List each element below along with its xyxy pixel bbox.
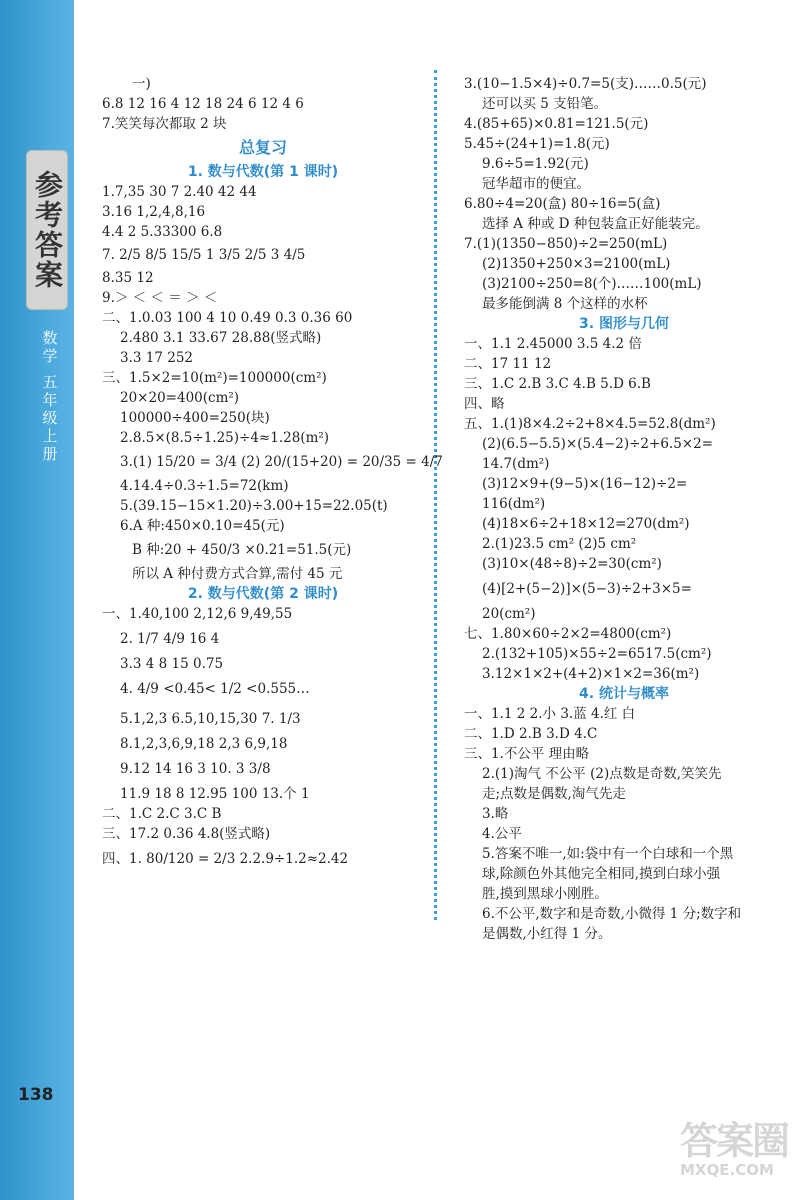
- answer-line: 胜,摸到黑球小刚胜。: [482, 886, 608, 902]
- answer-key-title: 参考答案: [31, 170, 64, 290]
- answer-line: 一): [132, 76, 151, 92]
- answer-line: 最多能倒满 8 个这样的水杯: [482, 296, 648, 312]
- answer-line: 9.＞ ＜ ＜ ＝ ＞ ＜: [102, 290, 218, 306]
- column-divider: [434, 70, 437, 920]
- answer-line: 2.480 3.1 33.67 28.88(竖式略): [120, 330, 322, 346]
- answer-line: 5.答案不唯一,如:袋中有一个白球和一个黑: [482, 846, 734, 862]
- answer-line: 4.公平: [482, 826, 522, 842]
- answer-line: 7.(1)(1350−850)÷2=250(mL): [464, 236, 668, 252]
- subsection-heading: 1. 数与代数(第 1 课时): [187, 164, 339, 180]
- answer-line: 2.8.5×(8.5÷1.25)÷4≈1.28(m²): [120, 430, 330, 446]
- answer-line: (2)(6.5−5.5)×(5.4−2)÷2+6.5×2=: [482, 436, 714, 452]
- answer-line: 七、1.80×60÷2×2=4800(cm²): [464, 626, 672, 642]
- answer-line: 6.8 12 16 4 12 18 24 6 12 4 6: [102, 96, 304, 112]
- answer-line: (4)18×6÷2+18×12=270(dm²): [482, 516, 690, 532]
- answer-line: (4)[2+(5−2)]×(5−3)÷2+3×5=: [482, 581, 692, 597]
- answer-line: 4.4 2 5.33300 6.8: [102, 224, 223, 240]
- page-number: 138: [18, 1085, 54, 1105]
- subsection-heading: 4. 统计与概率: [579, 686, 669, 702]
- answer-line: 6.不公平,数字和是奇数,小微得 1 分;数字和: [482, 906, 742, 922]
- answer-line: 8.35 12: [102, 270, 154, 286]
- answer-line: 3.(10−1.5×4)÷0.7=5(支)……0.5(元): [464, 76, 707, 92]
- answer-line: (3)10×(48÷8)÷2=30(cm²): [482, 556, 662, 572]
- section-heading: 总复习: [238, 138, 287, 157]
- answer-line: 二、1.D 2.B 3.D 4.C: [464, 726, 598, 742]
- answer-line: (3)2100÷250=8(个)……100(mL): [482, 276, 702, 292]
- answer-line: 三、1.C 2.B 3.C 4.B 5.D 6.B: [464, 376, 651, 392]
- answer-line: 冠华超市的便宜。: [482, 176, 590, 192]
- answer-line: 是偶数,小红得 1 分。: [482, 926, 612, 942]
- answer-line: 6.80÷4=20(盒) 80÷16=5(盒): [464, 196, 661, 212]
- answer-line: 3.(1) 15/20 = 3/4 (2) 20/(15+20) = 20/35 = 4/7: [120, 454, 443, 470]
- answer-line: 2.(1)23.5 cm² (2)5 cm²: [482, 536, 637, 552]
- answer-line: 二、1.C 2.C 3.C B: [102, 806, 222, 822]
- answer-line: 4.(85+65)×0.81=121.5(元): [464, 116, 649, 132]
- answer-line: 20(cm²): [482, 606, 536, 622]
- answer-line: 7.笑笑每次都取 2 块: [102, 116, 227, 132]
- answer-line: 9.12 14 16 3 10. 3 3/8: [120, 761, 271, 777]
- answer-line: 5.1,2,3 6.5,10,15,30 7. 1/3: [120, 711, 301, 727]
- book-subtitle: [30, 330, 70, 560]
- answer-line: 3.12×1×2+(4+2)×1×2=36(m²): [482, 666, 700, 682]
- watermark-small: MXQE.COM: [680, 1161, 774, 1179]
- answer-line: (3)12×9+(9−5)×(16−12)÷2=: [482, 476, 688, 492]
- answer-line: 2.(132+105)×55÷2=6517.5(cm²): [482, 646, 712, 662]
- answer-line: 四、略: [464, 396, 505, 412]
- answer-line: (2)1350+250×3=2100(mL): [482, 256, 671, 272]
- watermark-big: 答案圈: [680, 1119, 789, 1163]
- answer-line: 9.6÷5=1.92(元): [482, 156, 589, 172]
- answer-line: 2.(1)淘气 不公平 (2)点数是奇数,笑笑先: [482, 766, 722, 782]
- answer-line: 4. 4/9 <0.45< 1/2 <0.555…: [120, 681, 310, 697]
- answer-line: 三、1.不公平 理由略: [464, 746, 590, 762]
- answer-line: 6.A 种:450×0.10=45(元): [120, 518, 285, 534]
- answer-line: 二、17 11 12: [464, 356, 552, 372]
- answer-line: 3.3 17 252: [120, 350, 193, 366]
- watermark-logo: [680, 1110, 810, 1198]
- answer-line: 所以 A 种付费方式合算,需付 45 元: [132, 566, 343, 582]
- answer-key-tab: [26, 150, 68, 310]
- answer-line: 还可以买 5 支铅笔。: [482, 96, 608, 112]
- answer-line: 三、1.5×2=10(m²)=100000(cm²): [102, 370, 327, 386]
- answer-line: 3.3 4 8 15 0.75: [120, 656, 224, 672]
- answer-line: 14.7(dm²): [482, 456, 550, 472]
- answer-line: 5.(39.15−15×1.20)÷3.00+15=22.05(t): [120, 498, 388, 514]
- answer-line: 11.9 18 8 12.95 100 13.个 1: [120, 786, 310, 802]
- answer-line: 1.7,35 30 7 2.40 42 44: [102, 184, 257, 200]
- answer-line: 三、17.2 0.36 4.8(竖式略): [102, 826, 271, 842]
- subsection-heading: 2. 数与代数(第 2 课时): [187, 586, 339, 602]
- answer-line: 4.14.4÷0.3÷1.5=72(km): [120, 478, 289, 494]
- right-column: [464, 74, 784, 944]
- answer-line: 一、1.1 2 2.小 3.蓝 4.红 白: [464, 706, 636, 722]
- answer-line: 3.略: [482, 806, 509, 822]
- answer-line: 116(dm²): [482, 496, 546, 512]
- answer-line: 100000÷400=250(块): [120, 410, 270, 426]
- answer-line: 选择 A 种或 D 种包装盒正好能装完。: [482, 216, 709, 232]
- answer-line: 8.1,2,3,6,9,18 2,3 6,9,18: [120, 736, 288, 752]
- subsection-heading: 3. 图形与几何: [579, 316, 669, 332]
- answer-line: 二、1.0.03 100 4 10 0.49 0.3 0.36 60: [102, 310, 353, 326]
- answer-line: 五、1.(1)8×4.2÷2+8×4.5=52.8(dm²): [464, 416, 716, 432]
- answer-line: 一、1.1 2.45000 3.5 4.2 倍: [464, 336, 642, 352]
- answer-line: B 种:20 + 450/3 ×0.21=51.5(元): [132, 542, 352, 558]
- answer-line: 20×20=400(cm²): [120, 390, 240, 406]
- answer-line: 2. 1/7 4/9 16 4: [120, 631, 220, 647]
- answer-line: 3.16 1,2,4,8,16: [102, 204, 206, 220]
- answer-line: 7. 2/5 8/5 15/5 1 3/5 2/5 3 4/5: [102, 247, 306, 263]
- answer-line: 四、1. 80/120 = 2/3 2.2.9÷1.2≈2.42: [102, 851, 349, 867]
- answer-line: 5.45÷(24+1)=1.8(元): [464, 136, 610, 152]
- answer-line: 走;点数是偶数,淘气先走: [482, 786, 626, 802]
- answer-line: 球,除颜色外其他完全相同,摸到白球小强: [482, 866, 721, 882]
- answer-line: 一、1.40,100 2,12,6 9,49,55: [102, 606, 293, 622]
- book-subtitle-text: 数学 五年级上册: [40, 330, 59, 464]
- left-column: [102, 74, 443, 874]
